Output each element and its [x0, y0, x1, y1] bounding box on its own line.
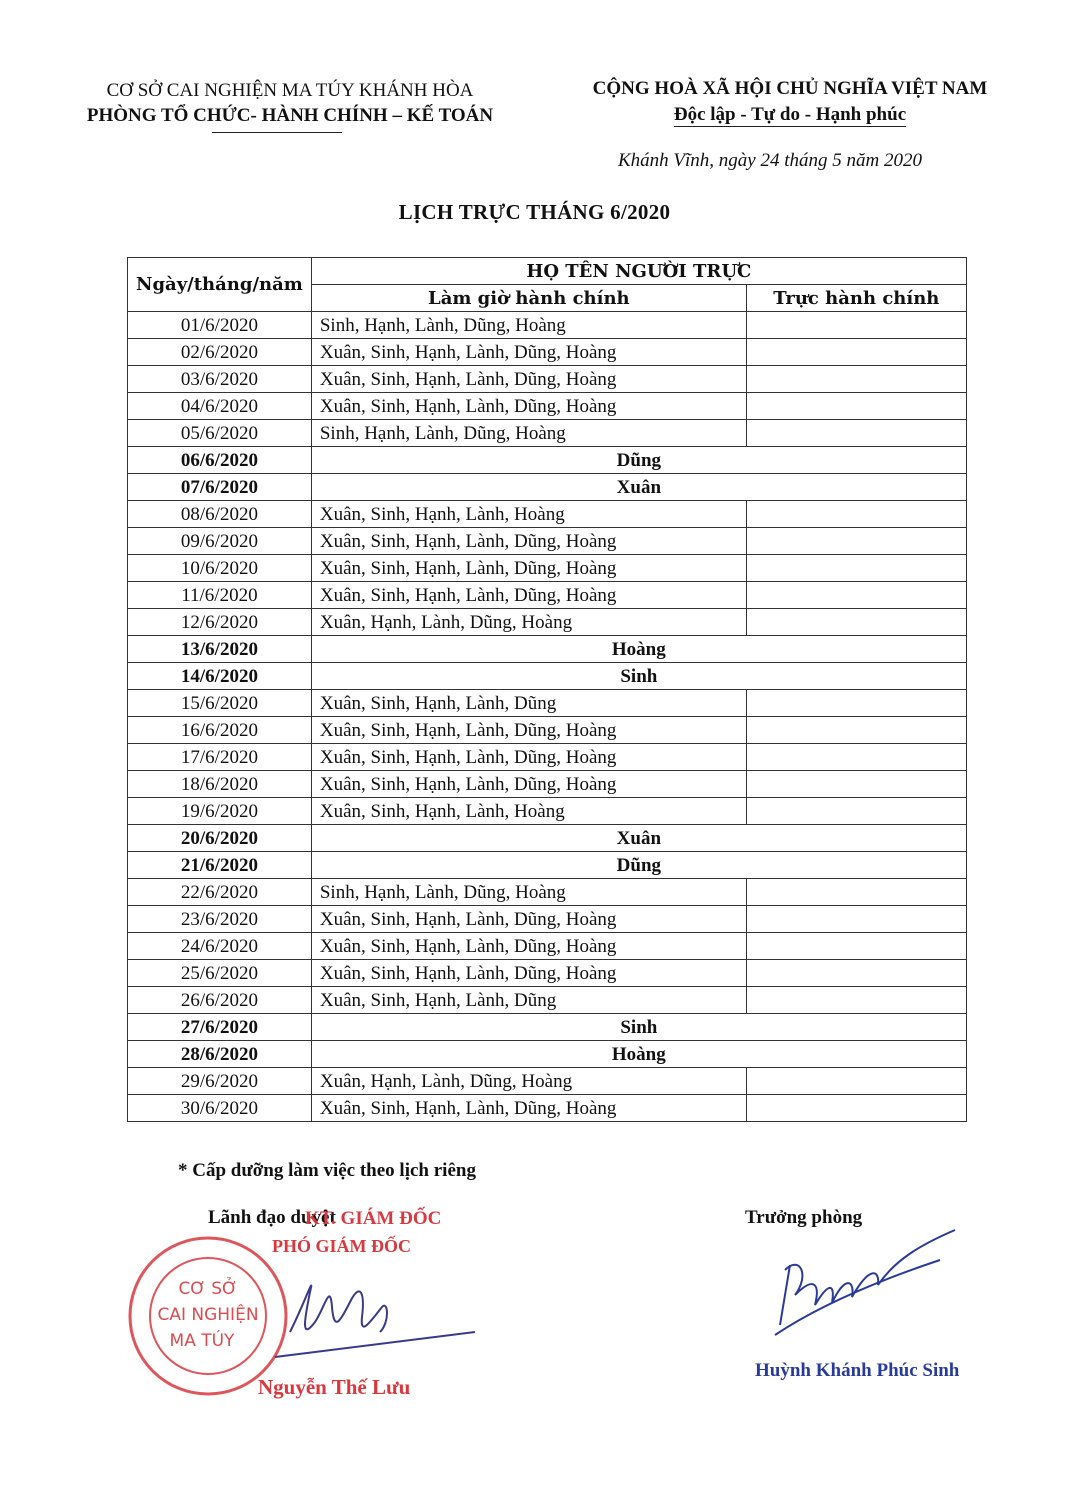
country-name: CỘNG HOÀ XÃ HỘI CHỦ NGHĨA VIỆT NAM [592, 78, 988, 99]
chief-label: Trưởng phòng [745, 1207, 863, 1228]
table-row [128, 960, 967, 987]
row-duty [746, 1095, 966, 1122]
schedule-table [127, 257, 967, 1122]
table-row [128, 852, 967, 879]
row-office-staff: Sinh, Hạnh, Lành, Dũng, Hoàng [311, 420, 746, 447]
table-row [128, 1014, 967, 1041]
row-date: 29/6/2020 [128, 1068, 312, 1095]
row-office-staff: Xuân, Sinh, Hạnh, Lành, Dũng [311, 690, 746, 717]
table-row [128, 636, 967, 663]
row-date: 03/6/2020 [128, 366, 312, 393]
row-date: 20/6/2020 [128, 825, 312, 852]
row-date: 07/6/2020 [128, 474, 312, 501]
row-duty [746, 393, 966, 420]
table-row [128, 1095, 967, 1122]
row-duty [746, 771, 966, 798]
row-date: 19/6/2020 [128, 798, 312, 825]
header-duty: Trực hành chính [746, 285, 966, 312]
row-date: 17/6/2020 [128, 744, 312, 771]
row-office-staff: Xuân, Sinh, Hạnh, Lành, Dũng, Hoàng [311, 960, 746, 987]
row-office-staff: Xuân, Sinh, Hạnh, Lành, Dũng, Hoàng [311, 717, 746, 744]
row-date: 15/6/2020 [128, 690, 312, 717]
table-row [128, 393, 967, 420]
row-office-staff: Xuân, Sinh, Hạnh, Lành, Hoàng [311, 501, 746, 528]
row-date: 08/6/2020 [128, 501, 312, 528]
table-row [128, 663, 967, 690]
row-duty [746, 906, 966, 933]
signer-right: Huỳnh Khánh Phúc Sinh [755, 1360, 960, 1381]
svg-text:MA TÚY: MA TÚY [169, 1331, 235, 1351]
row-duty [746, 582, 966, 609]
row-duty-person: Dũng [311, 852, 966, 879]
row-date: 16/6/2020 [128, 717, 312, 744]
table-row [128, 906, 967, 933]
row-date: 09/6/2020 [128, 528, 312, 555]
row-office-staff: Sinh, Hạnh, Lành, Dũng, Hoàng [311, 879, 746, 906]
row-duty-person: Xuân [311, 474, 966, 501]
row-date: 10/6/2020 [128, 555, 312, 582]
table-row [128, 879, 967, 906]
row-date: 18/6/2020 [128, 771, 312, 798]
row-duty [746, 744, 966, 771]
row-duty [746, 501, 966, 528]
row-date: 11/6/2020 [128, 582, 312, 609]
row-office-staff: Xuân, Sinh, Hạnh, Lành, Dũng, Hoàng [311, 339, 746, 366]
note: * Cấp dưỡng làm việc theo lịch riêng [178, 1160, 476, 1181]
row-duty [746, 339, 966, 366]
row-duty-person: Sinh [311, 663, 966, 690]
row-duty [746, 555, 966, 582]
row-office-staff: Xuân, Sinh, Hạnh, Lành, Dũng, Hoàng [311, 555, 746, 582]
table-row [128, 339, 967, 366]
signature-right-icon [760, 1225, 960, 1345]
row-date: 24/6/2020 [128, 933, 312, 960]
row-duty [746, 1068, 966, 1095]
row-office-staff: Xuân, Sinh, Hạnh, Lành, Dũng, Hoàng [311, 528, 746, 555]
table-row [128, 987, 967, 1014]
approval-label: Lãnh đạo duyệt [208, 1207, 336, 1228]
header-date: Ngày/tháng/năm [128, 258, 312, 312]
row-date: 02/6/2020 [128, 339, 312, 366]
row-duty [746, 312, 966, 339]
row-duty-person: Hoàng [311, 1041, 966, 1068]
row-duty [746, 717, 966, 744]
table-row [128, 366, 967, 393]
row-office-staff: Xuân, Sinh, Hạnh, Lành, Dũng, Hoàng [311, 771, 746, 798]
stamp-subtitle: PHÓ GIÁM ĐỐC [272, 1236, 411, 1256]
motto: Độc lập - Tự do - Hạnh phúc [673, 104, 907, 125]
row-date: 25/6/2020 [128, 960, 312, 987]
table-row [128, 474, 967, 501]
row-date: 22/6/2020 [128, 879, 312, 906]
table-row [128, 582, 967, 609]
table-row [128, 771, 967, 798]
row-duty-person: Xuân [311, 825, 966, 852]
row-office-staff: Xuân, Sinh, Hạnh, Lành, Dũng, Hoàng [311, 366, 746, 393]
row-duty [746, 798, 966, 825]
row-date: 01/6/2020 [128, 312, 312, 339]
row-office-staff: Xuân, Sinh, Hạnh, Lành, Dũng, Hoàng [311, 582, 746, 609]
row-office-staff: Xuân, Hạnh, Lành, Dũng, Hoàng [311, 1068, 746, 1095]
table-row [128, 1041, 967, 1068]
table-row [128, 798, 967, 825]
schedule-body [128, 312, 967, 1122]
table-row [128, 447, 967, 474]
row-duty-person: Sinh [311, 1014, 966, 1041]
row-date: 13/6/2020 [128, 636, 312, 663]
table-row [128, 690, 967, 717]
row-duty [746, 609, 966, 636]
row-duty [746, 879, 966, 906]
row-duty [746, 960, 966, 987]
stamp-title: KT. GIÁM ĐỐC [305, 1208, 442, 1229]
row-date: 12/6/2020 [128, 609, 312, 636]
header-office: Làm giờ hành chính [311, 285, 746, 312]
row-duty [746, 528, 966, 555]
row-date: 30/6/2020 [128, 1095, 312, 1122]
row-duty [746, 690, 966, 717]
row-date: 26/6/2020 [128, 987, 312, 1014]
row-date: 28/6/2020 [128, 1041, 312, 1068]
row-office-staff: Xuân, Sinh, Hạnh, Lành, Dũng, Hoàng [311, 906, 746, 933]
row-office-staff: Xuân, Hạnh, Lành, Dũng, Hoàng [311, 609, 746, 636]
table-row [128, 420, 967, 447]
org-header [40, 78, 540, 128]
table-row [128, 825, 967, 852]
row-date: 21/6/2020 [128, 852, 312, 879]
table-row [128, 1068, 967, 1095]
row-office-staff: Xuân, Sinh, Hạnh, Lành, Dũng, Hoàng [311, 933, 746, 960]
dept-name: PHÒNG TỔ CHỨC- HÀNH CHÍNH – KẾ TOÁN [86, 105, 494, 126]
table-row [128, 609, 967, 636]
row-date: 05/6/2020 [128, 420, 312, 447]
table-row [128, 555, 967, 582]
row-office-staff: Xuân, Sinh, Hạnh, Lành, Dũng, Hoàng [311, 393, 746, 420]
row-office-staff: Sinh, Hạnh, Lành, Dũng, Hoàng [311, 312, 746, 339]
signer-left: Nguyễn Thế Lưu [258, 1375, 411, 1399]
row-duty [746, 987, 966, 1014]
svg-text:CƠ SỞ: CƠ SỞ [178, 1279, 238, 1299]
table-row [128, 933, 967, 960]
row-duty [746, 420, 966, 447]
svg-text:CAI NGHIỆN: CAI NGHIỆN [157, 1305, 259, 1325]
page-title: LỊCH TRỰC THÁNG 6/2020 [398, 200, 671, 224]
row-duty-person: Hoàng [311, 636, 966, 663]
row-office-staff: Xuân, Sinh, Hạnh, Lành, Dũng, Hoàng [311, 1095, 746, 1122]
row-office-staff: Xuân, Sinh, Hạnh, Lành, Hoàng [311, 798, 746, 825]
national-header [540, 76, 1040, 128]
row-duty-person: Dũng [311, 447, 966, 474]
row-date: 27/6/2020 [128, 1014, 312, 1041]
signature-left-icon [270, 1262, 480, 1362]
table-row [128, 717, 967, 744]
table-row [128, 501, 967, 528]
row-date: 23/6/2020 [128, 906, 312, 933]
table-row [128, 744, 967, 771]
header-underline [212, 132, 342, 133]
row-duty [746, 933, 966, 960]
row-date: 06/6/2020 [128, 447, 312, 474]
row-date: 04/6/2020 [128, 393, 312, 420]
date-line: Khánh Vĩnh, ngày 24 tháng 5 năm 2020 [618, 150, 922, 171]
row-office-staff: Xuân, Sinh, Hạnh, Lành, Dũng, Hoàng [311, 744, 746, 771]
row-office-staff: Xuân, Sinh, Hạnh, Lành, Dũng [311, 987, 746, 1014]
row-date: 14/6/2020 [128, 663, 312, 690]
row-duty [746, 366, 966, 393]
table-row [128, 528, 967, 555]
header-group: HỌ TÊN NGƯỜI TRỰC [311, 258, 966, 285]
org-name: CƠ SỞ CAI NGHIỆN MA TÚY KHÁNH HÒA [106, 80, 474, 101]
table-row [128, 312, 967, 339]
